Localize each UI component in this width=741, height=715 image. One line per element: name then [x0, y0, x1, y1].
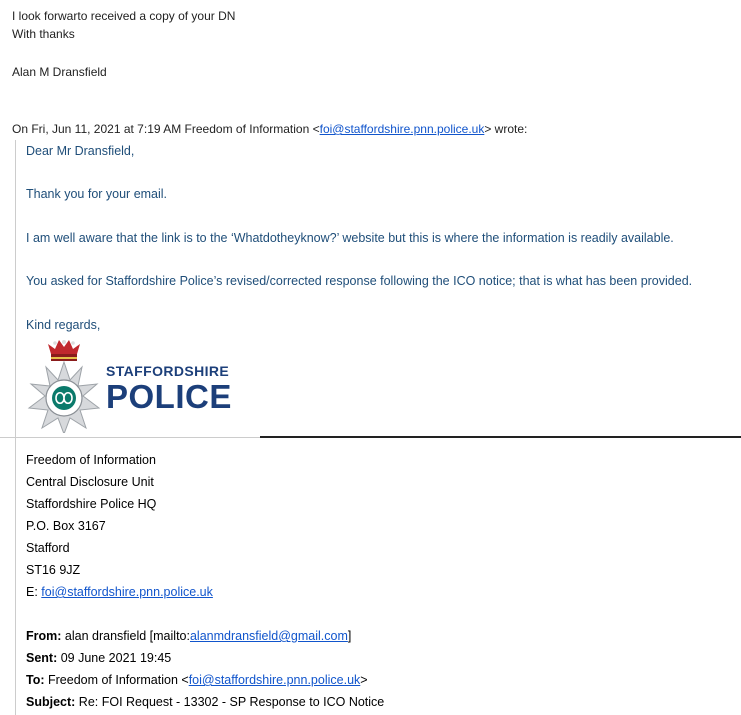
quoted-paragraph: Thank you for your email.	[26, 187, 168, 201]
signature-line: P.O. Box 3167	[26, 519, 106, 533]
attribution-email-link[interactable]: foi@staffordshire.pnn.police.uk	[319, 122, 485, 136]
email-label: E:	[26, 585, 42, 599]
signature-email-link[interactable]: foi@staffordshire.pnn.police.uk	[41, 585, 213, 599]
quote-bar	[15, 140, 16, 715]
quoted-paragraph: I am well aware that the link is to the ‘Whatdotheyknow?’ website but this is where the information is readily available.	[26, 231, 674, 245]
sent-label: Sent:	[26, 651, 58, 665]
divider	[260, 436, 741, 438]
attribution-suffix: > wrote:	[484, 122, 528, 136]
signature-line: ST16 9JZ	[26, 563, 81, 577]
quoted-paragraph: You asked for Staffordshire Police’s revised/corrected response following the ICO notice; that is what has been provided.	[26, 274, 693, 288]
sent-value: 09 June 2021 19:45	[57, 651, 172, 665]
reply-line: With thanks	[12, 27, 75, 41]
signature-line: Freedom of Information	[26, 453, 156, 467]
signature-email	[26, 584, 213, 600]
from-value: alan dransfield [mailto:	[61, 629, 190, 643]
logo-text-staffordshire: STAFFORDSHIRE	[106, 363, 230, 379]
from-end: ]	[347, 629, 352, 643]
staffordshire-police-badge-icon	[24, 338, 104, 433]
signature-line: Staffordshire Police HQ	[26, 497, 157, 511]
to-end: >	[360, 673, 368, 687]
crown-icon	[48, 340, 80, 361]
from-email-link[interactable]: alanmdransfield@gmail.com	[189, 629, 348, 643]
quote-attribution	[12, 121, 527, 137]
attribution-text: On Fri, Jun 11, 2021 at 7:19 AM Freedom of Information <	[12, 122, 320, 136]
header-sent	[26, 650, 171, 666]
signature-line: Central Disclosure Unit	[26, 475, 154, 489]
signature-line: Stafford	[26, 541, 70, 555]
header-from	[26, 628, 351, 644]
to-label: To:	[26, 673, 45, 687]
header-subject	[26, 694, 384, 710]
subject-label: Subject:	[26, 695, 76, 709]
logo-text-police: POLICE	[106, 378, 232, 415]
to-value: Freedom of Information <	[44, 673, 189, 687]
reply-signature: Alan M Dransfield	[12, 65, 107, 79]
divider	[0, 437, 260, 438]
from-label: From:	[26, 629, 62, 643]
quoted-greeting: Dear Mr Dransfield,	[26, 144, 135, 158]
reply-line: I look forwarto received a copy of your DN	[12, 9, 236, 23]
quoted-closing: Kind regards,	[26, 318, 101, 332]
to-email-link[interactable]: foi@staffordshire.pnn.police.uk	[188, 673, 361, 687]
subject-value: Re: FOI Request - 13302 - SP Response to ICO Notice	[75, 695, 385, 709]
header-to	[26, 672, 368, 688]
